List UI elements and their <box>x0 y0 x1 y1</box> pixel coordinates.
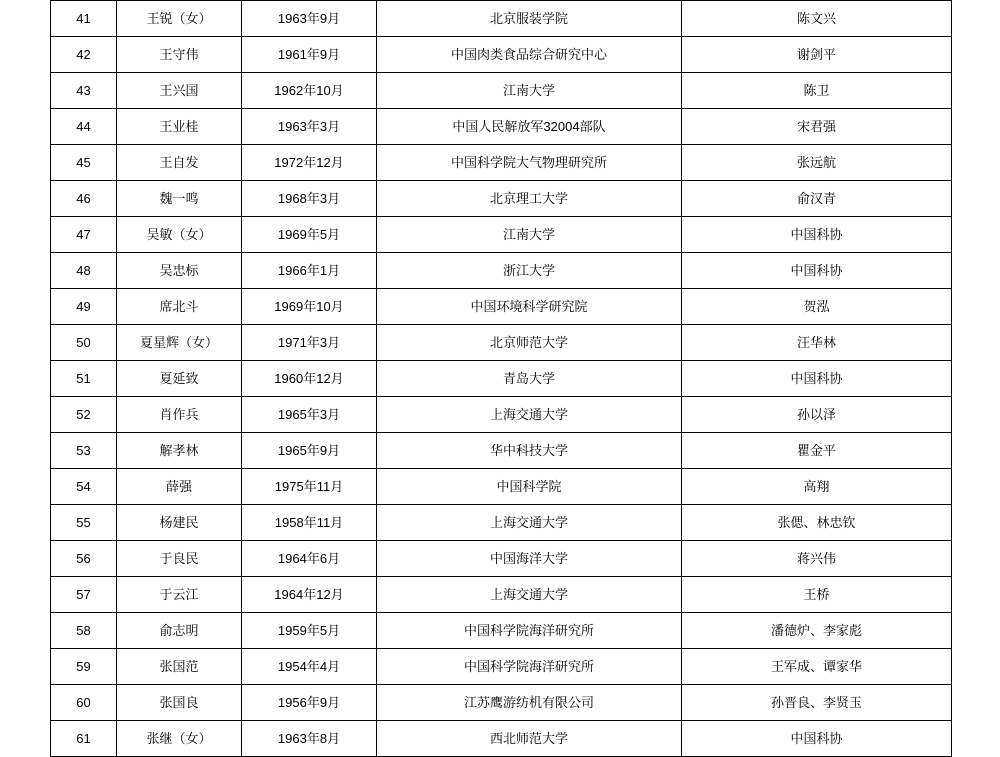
cell-organization: 中国科学院大气物理研究所 <box>377 145 682 181</box>
cell-recommender: 中国科协 <box>682 253 952 289</box>
cell-birth-date: 1959年5月 <box>242 613 377 649</box>
cell-index: 45 <box>51 145 117 181</box>
table-row <box>51 397 952 433</box>
cell-organization: 中国科学院海洋研究所 <box>377 649 682 685</box>
cell-recommender: 蒋兴伟 <box>682 541 952 577</box>
cell-recommender: 张偲、林忠钦 <box>682 505 952 541</box>
cell-name: 夏延致 <box>117 361 242 397</box>
cell-name: 王锐（女） <box>117 1 242 37</box>
cell-name: 夏星辉（女） <box>117 325 242 361</box>
cell-name: 张继（女） <box>117 721 242 757</box>
table-row <box>51 649 952 685</box>
cell-organization: 上海交通大学 <box>377 397 682 433</box>
table-row <box>51 37 952 73</box>
table-row <box>51 505 952 541</box>
cell-recommender: 潘德炉、李家彪 <box>682 613 952 649</box>
cell-recommender: 汪华林 <box>682 325 952 361</box>
cell-organization: 北京理工大学 <box>377 181 682 217</box>
cell-organization: 北京师范大学 <box>377 325 682 361</box>
cell-index: 60 <box>51 685 117 721</box>
cell-index: 54 <box>51 469 117 505</box>
table-row <box>51 1 952 37</box>
table-row <box>51 181 952 217</box>
table-row <box>51 73 952 109</box>
table-row <box>51 325 952 361</box>
table-row <box>51 109 952 145</box>
cell-name: 席北斗 <box>117 289 242 325</box>
cell-birth-date: 1964年6月 <box>242 541 377 577</box>
cell-birth-date: 1963年8月 <box>242 721 377 757</box>
cell-name: 张国良 <box>117 685 242 721</box>
cell-birth-date: 1964年12月 <box>242 577 377 613</box>
table-row <box>51 253 952 289</box>
cell-index: 50 <box>51 325 117 361</box>
cell-recommender: 瞿金平 <box>682 433 952 469</box>
cell-name: 解孝林 <box>117 433 242 469</box>
cell-recommender: 陈卫 <box>682 73 952 109</box>
table-row <box>51 217 952 253</box>
cell-index: 49 <box>51 289 117 325</box>
cell-birth-date: 1972年12月 <box>242 145 377 181</box>
cell-organization: 江南大学 <box>377 217 682 253</box>
cell-organization: 浙江大学 <box>377 253 682 289</box>
cell-recommender: 中国科协 <box>682 361 952 397</box>
cell-index: 48 <box>51 253 117 289</box>
cell-recommender: 贺泓 <box>682 289 952 325</box>
cell-organization: 中国海洋大学 <box>377 541 682 577</box>
table-row <box>51 145 952 181</box>
cell-recommender: 中国科协 <box>682 721 952 757</box>
cell-birth-date: 1969年10月 <box>242 289 377 325</box>
table-row <box>51 541 952 577</box>
cell-name: 吴忠标 <box>117 253 242 289</box>
candidate-roster-table <box>50 0 952 757</box>
cell-name: 魏一鸣 <box>117 181 242 217</box>
cell-name: 王守伟 <box>117 37 242 73</box>
cell-index: 42 <box>51 37 117 73</box>
cell-birth-date: 1975年11月 <box>242 469 377 505</box>
cell-birth-date: 1956年9月 <box>242 685 377 721</box>
cell-birth-date: 1963年9月 <box>242 1 377 37</box>
cell-organization: 中国肉类食品综合研究中心 <box>377 37 682 73</box>
cell-index: 44 <box>51 109 117 145</box>
cell-birth-date: 1961年9月 <box>242 37 377 73</box>
cell-index: 41 <box>51 1 117 37</box>
cell-index: 43 <box>51 73 117 109</box>
table-row <box>51 433 952 469</box>
cell-birth-date: 1960年12月 <box>242 361 377 397</box>
table-row <box>51 721 952 757</box>
table-row <box>51 289 952 325</box>
cell-recommender: 宋君强 <box>682 109 952 145</box>
cell-name: 肖作兵 <box>117 397 242 433</box>
cell-birth-date: 1971年3月 <box>242 325 377 361</box>
table-row <box>51 613 952 649</box>
cell-name: 张国范 <box>117 649 242 685</box>
cell-name: 于云江 <box>117 577 242 613</box>
cell-recommender: 王军成、谭家华 <box>682 649 952 685</box>
cell-index: 52 <box>51 397 117 433</box>
cell-organization: 华中科技大学 <box>377 433 682 469</box>
cell-index: 47 <box>51 217 117 253</box>
cell-birth-date: 1965年9月 <box>242 433 377 469</box>
table-row <box>51 361 952 397</box>
cell-name: 王自发 <box>117 145 242 181</box>
cell-recommender: 俞汉青 <box>682 181 952 217</box>
cell-name: 吴敏（女） <box>117 217 242 253</box>
cell-index: 55 <box>51 505 117 541</box>
cell-birth-date: 1968年3月 <box>242 181 377 217</box>
cell-index: 61 <box>51 721 117 757</box>
cell-birth-date: 1969年5月 <box>242 217 377 253</box>
roster-body <box>51 1 952 757</box>
cell-organization: 中国科学院 <box>377 469 682 505</box>
cell-organization: 上海交通大学 <box>377 577 682 613</box>
cell-recommender: 王桥 <box>682 577 952 613</box>
cell-recommender: 孙晋良、李贤玉 <box>682 685 952 721</box>
table-row <box>51 469 952 505</box>
cell-name: 于良民 <box>117 541 242 577</box>
cell-organization: 江南大学 <box>377 73 682 109</box>
cell-name: 王兴国 <box>117 73 242 109</box>
cell-organization: 江苏鹰游纺机有限公司 <box>377 685 682 721</box>
cell-recommender: 孙以泽 <box>682 397 952 433</box>
cell-birth-date: 1954年4月 <box>242 649 377 685</box>
cell-name: 薛强 <box>117 469 242 505</box>
cell-organization: 青岛大学 <box>377 361 682 397</box>
cell-index: 53 <box>51 433 117 469</box>
cell-name: 俞志明 <box>117 613 242 649</box>
cell-birth-date: 1963年3月 <box>242 109 377 145</box>
cell-index: 58 <box>51 613 117 649</box>
cell-recommender: 陈文兴 <box>682 1 952 37</box>
table-row <box>51 577 952 613</box>
cell-index: 56 <box>51 541 117 577</box>
cell-organization: 中国人民解放军32004部队 <box>377 109 682 145</box>
cell-index: 57 <box>51 577 117 613</box>
cell-birth-date: 1965年3月 <box>242 397 377 433</box>
cell-recommender: 张远航 <box>682 145 952 181</box>
cell-birth-date: 1962年10月 <box>242 73 377 109</box>
cell-recommender: 高翔 <box>682 469 952 505</box>
cell-organization: 西北师范大学 <box>377 721 682 757</box>
cell-organization: 中国环境科学研究院 <box>377 289 682 325</box>
cell-recommender: 中国科协 <box>682 217 952 253</box>
cell-birth-date: 1958年11月 <box>242 505 377 541</box>
cell-organization: 上海交通大学 <box>377 505 682 541</box>
cell-recommender: 谢剑平 <box>682 37 952 73</box>
cell-organization: 北京服装学院 <box>377 1 682 37</box>
cell-name: 杨建民 <box>117 505 242 541</box>
cell-index: 59 <box>51 649 117 685</box>
cell-index: 46 <box>51 181 117 217</box>
table-row <box>51 685 952 721</box>
cell-birth-date: 1966年1月 <box>242 253 377 289</box>
cell-name: 王业桂 <box>117 109 242 145</box>
cell-organization: 中国科学院海洋研究所 <box>377 613 682 649</box>
cell-index: 51 <box>51 361 117 397</box>
